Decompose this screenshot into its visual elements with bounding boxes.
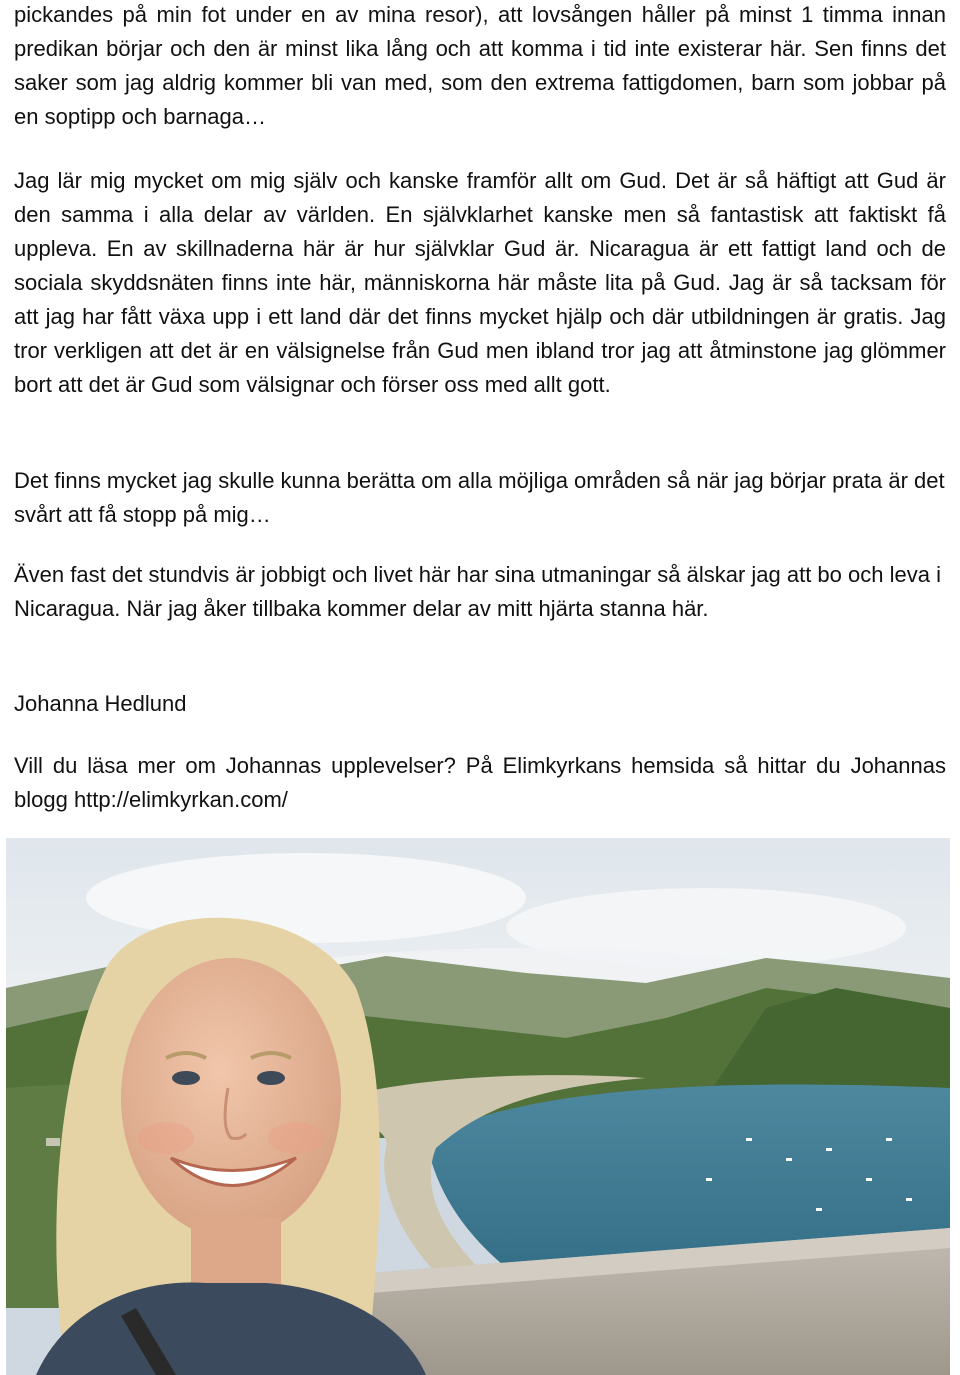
paragraph-god: Jag lär mig mycket om mig själv och kanske framför allt om Gud. Det är så häftigt att Gud är den samma i alla delar av världen. En självklarhet kanske men så fantastisk att faktiskt få uppleva. En av skillnaderna här är hur självklar Gud är. Nicaragua är ett fattigt land och de sociala skyddsnäten finns inte här, människorna här måste lita på Gud. Jag är så tacksam för att jag har fått växa upp i ett land där det finns mycket hjälp och där utbildningen är gratis. Jag tror verkligen att det är en välsignelse från Gud men ibland tror jag att åtminstone jag glömmer bort att det är Gud som välsignar och förser oss med allt gott.: [14, 168, 946, 397]
eye-left: [172, 1071, 200, 1085]
paragraph-love-nicaragua: Även fast det stundvis är jobbigt och livet här har sina utmaningar så älskar jag att bo och leva i Nicaragua. När jag åker tillbaka kommer delar av mitt hjärta stanna här.: [14, 562, 941, 621]
eye-right: [257, 1071, 285, 1085]
selfie-photo: [6, 838, 950, 1375]
author-signature: Johanna Hedlund: [14, 691, 187, 716]
bay-landscape-illustration: [6, 838, 950, 1375]
paragraph-much-to-tell: Det finns mycket jag skulle kunna berätta om alla möjliga områden så när jag börjar prata är det svårt att få stopp på mig…: [14, 468, 945, 527]
paragraph-blog-link: Vill du läsa mer om Johannas upplevelser? På Elimkyrkans hemsida så hittar du Johannas blogg http://elimkyrkan.com/: [14, 753, 946, 812]
paragraph-intro: pickandes på min fot under en av mina resor), att lovsången håller på minst 1 timma innan predikan börjar och den är minst lika lång och att komma i tid inte existerar här. Sen finns det saker som jag aldrig kommer bli van med, som den extrema fattigdomen, barn som jobbar på en soptipp och barnaga…: [14, 2, 946, 129]
cloud: [86, 853, 526, 943]
face: [121, 958, 341, 1238]
